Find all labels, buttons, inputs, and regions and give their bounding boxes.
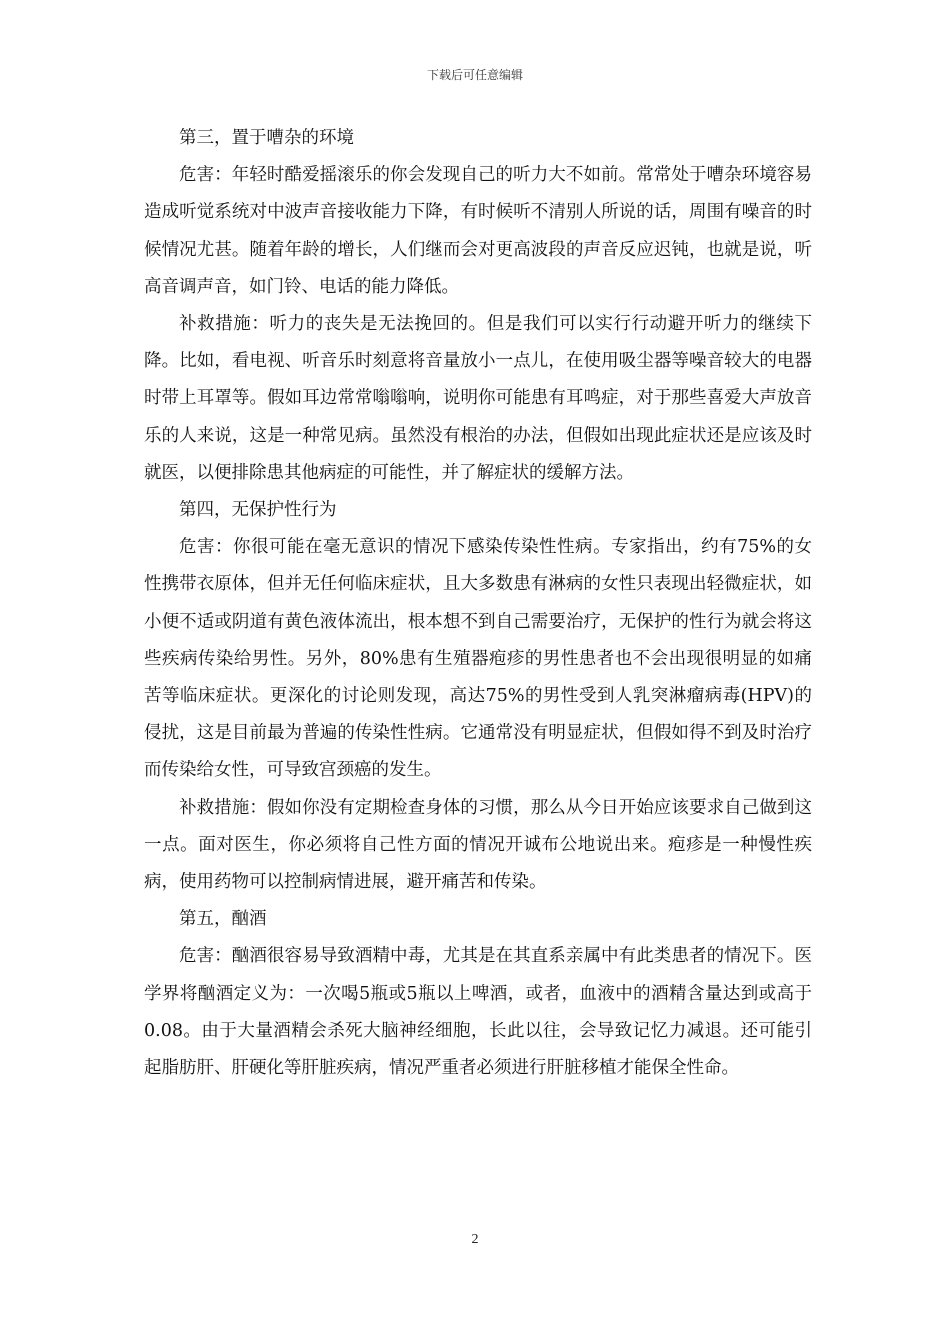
section-heading-5: 第五，酗酒 xyxy=(179,909,267,930)
paragraph-remedy-noise: 补救措施：听力的丧失是无法挽回的。但是我们可以实行行动避开听力的继续下降。比如，看电视、听音乐时刻意将音量放小一点儿，在使用吸尘器等噪音较大的电器时带上耳罩等。假如耳边常常嗡嗡响，说明你可能患有耳鸣症，对于那些喜爱大声放音乐的人来说，这是一种常见病。虽然没有根治的办法，但假如出现此症状还是应该及时就医，以便排除患其他病症的可能性，并了解症状的缓解方法。 xyxy=(144,314,812,483)
page-number: 2 xyxy=(471,1232,479,1247)
section-heading-4: 第四，无保护性行为 xyxy=(179,500,337,521)
paragraph-harm-unprotected: 危害：你很可能在毫无意识的情况下感染传染性性病。专家指出，约有75%的女性携带衣原体，但并无任何临床症状，且大多数患有淋病的女性只表现出轻微症状，如小便不适或阴道有黄色液体流出，根本想不到自己需要治疗，无保护的性行为就会将这些疾病传染给男性。另外，80%患有生殖器疱疹的男性患者也不会出现很明显的如痛苦等临床症状。更深化的讨论则发现，高达75%的男性受到人乳突淋瘤病毒(HPV)的侵扰，这是目前最为普遍的传染性性病。它通常没有明显症状，但假如得不到及时治疗而传染给女性，可导致宫颈癌的发生。 xyxy=(144,537,812,781)
header-note: 下载后可任意编辑 xyxy=(426,68,523,82)
paragraph-harm-noise: 危害：年轻时酷爱摇滚乐的你会发现自己的听力大不如前。常常处于嘈杂环境容易造成听觉系统对中波声音接收能力下降，有时候听不清别人所说的话，周围有噪音的时候情况尤甚。随着年龄的增长，人们继而会对更高波段的声音反应迟钝，也就是说，听高音调声音，如门铃、电话的能力降低。 xyxy=(144,165,812,297)
document-body xyxy=(144,120,812,1087)
paragraph-remedy-unprotected: 补救措施：假如你没有定期检查身体的习惯，那么从今日开始应该要求自己做到这一点。面对医生，你必须将自己性方面的情况开诚布公地说出来。疱疹是一种慢性疾病，使用药物可以控制病情进展，避开痛苦和传染。 xyxy=(144,797,812,893)
section-heading-3: 第三，置于嘈杂的环境 xyxy=(179,128,354,148)
paragraph-harm-alcohol: 危害：酗酒很容易导致酒精中毒，尤其是在其直系亲属中有此类患者的情况下。医学界将酗酒定义为：一次喝5瓶或5瓶以上啤酒，或者，血液中的酒精含量达到或高于0.08。由于大量酒精会杀死大脑神经细胞，长此以往，会导致记忆力减退。还可能引起脂肪肝、肝硬化等肝脏疾病，情况严重者必须进行肝脏移植才能保全性命。 xyxy=(144,946,812,1079)
